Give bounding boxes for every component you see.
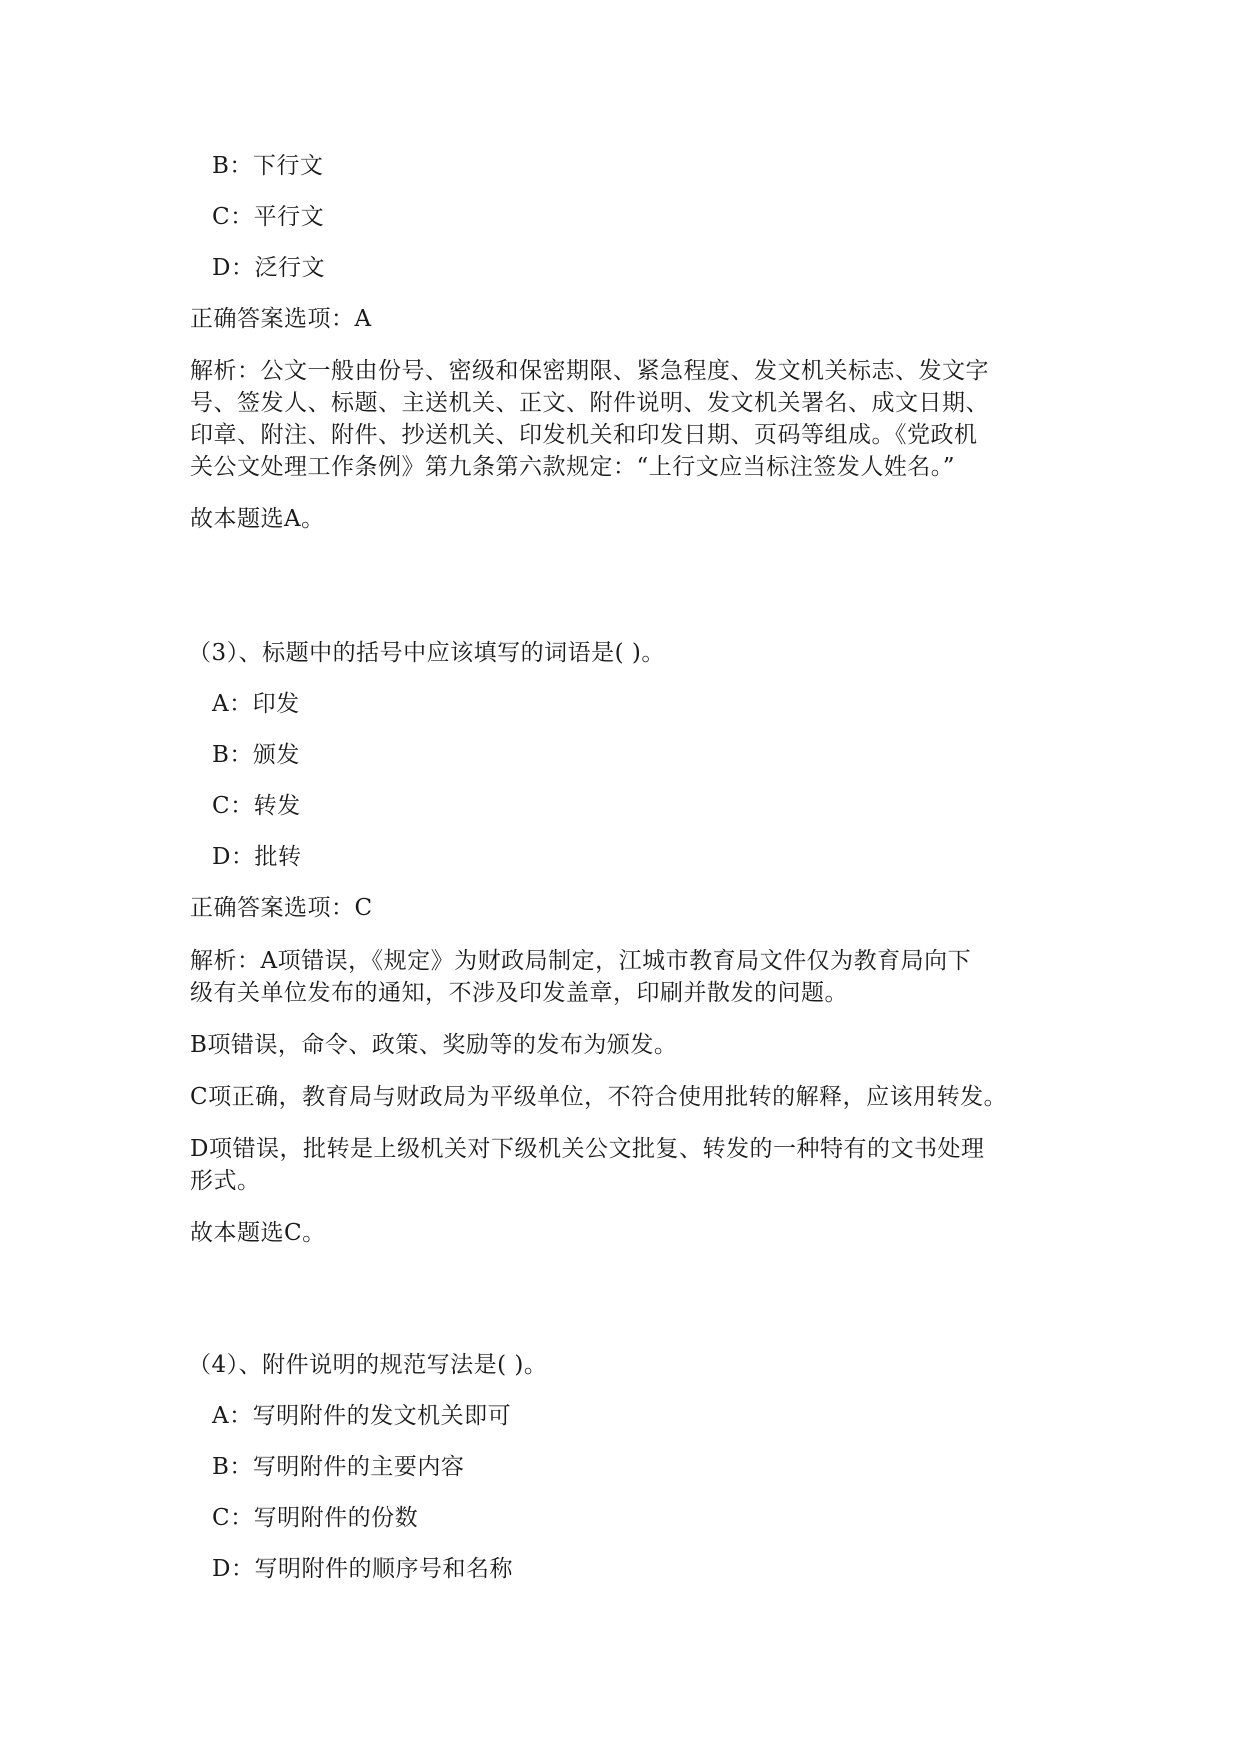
option-b: B：颁发: [212, 742, 300, 768]
option-a: A：写明附件的发文机关即可: [212, 1403, 512, 1429]
analysis-line: 形式。: [190, 1168, 261, 1194]
option-c: C：写明附件的份数: [212, 1505, 419, 1531]
option-c: C：转发: [212, 793, 301, 819]
analysis-line: D项错误，批转是上级机关对下级机关公文批复、转发的一种特有的文书处理: [190, 1136, 985, 1162]
analysis-line: 印章、附注、附件、抄送机关、印发机关和印发日期、页码等组成。《党政机: [190, 422, 978, 448]
option-a: A：印发: [212, 691, 300, 717]
analysis-line: 级有关单位发布的通知，不涉及印发盖章，印刷并散发的问题。: [190, 980, 848, 1006]
option-d: D：写明附件的顺序号和名称: [212, 1556, 513, 1582]
analysis-paragraph: [190, 355, 1040, 483]
analysis-line: 号、签发人、标题、主送机关、正文、附件说明、发文机关署名、成文日期、: [190, 390, 989, 416]
analysis-paragraph: [190, 945, 1040, 1009]
option-c: C：平行文: [212, 204, 325, 230]
analysis-d-paragraph: [190, 1133, 1040, 1197]
analysis-c-line: C项正确，教育局与财政局为平级单位，不符合使用批转的解释，应该用转发。: [190, 1084, 1008, 1110]
question-3-title: （3）、标题中的括号中应该填写的词语是( )。: [188, 640, 665, 666]
conclusion-line: 故本题选C。: [190, 1220, 326, 1246]
answer-line: 正确答案选项：C: [190, 895, 373, 921]
analysis-line: 解析：公文一般由份号、密级和保密期限、紧急程度、发文机关标志、发文字: [190, 358, 989, 384]
analysis-line: 解析：A项错误，《规定》为财政局制定，江城市教育局文件仅为教育局向下: [190, 948, 972, 974]
analysis-line: 关公文处理工作条例》第九条第六款规定：“上行文应当标注签发人姓名。”: [190, 454, 956, 480]
option-b: B：下行文: [212, 153, 324, 179]
option-b: B：写明附件的主要内容: [212, 1454, 465, 1480]
conclusion-line: 故本题选A。: [190, 506, 325, 532]
analysis-b-line: B项错误，命令、政策、奖励等的发布为颁发。: [190, 1032, 678, 1058]
answer-line: 正确答案选项：A: [190, 306, 372, 332]
option-d: D：泛行文: [212, 255, 325, 281]
option-d: D：批转: [212, 844, 302, 870]
question-4-title: （4）、附件说明的规范写法是( )。: [188, 1352, 548, 1378]
